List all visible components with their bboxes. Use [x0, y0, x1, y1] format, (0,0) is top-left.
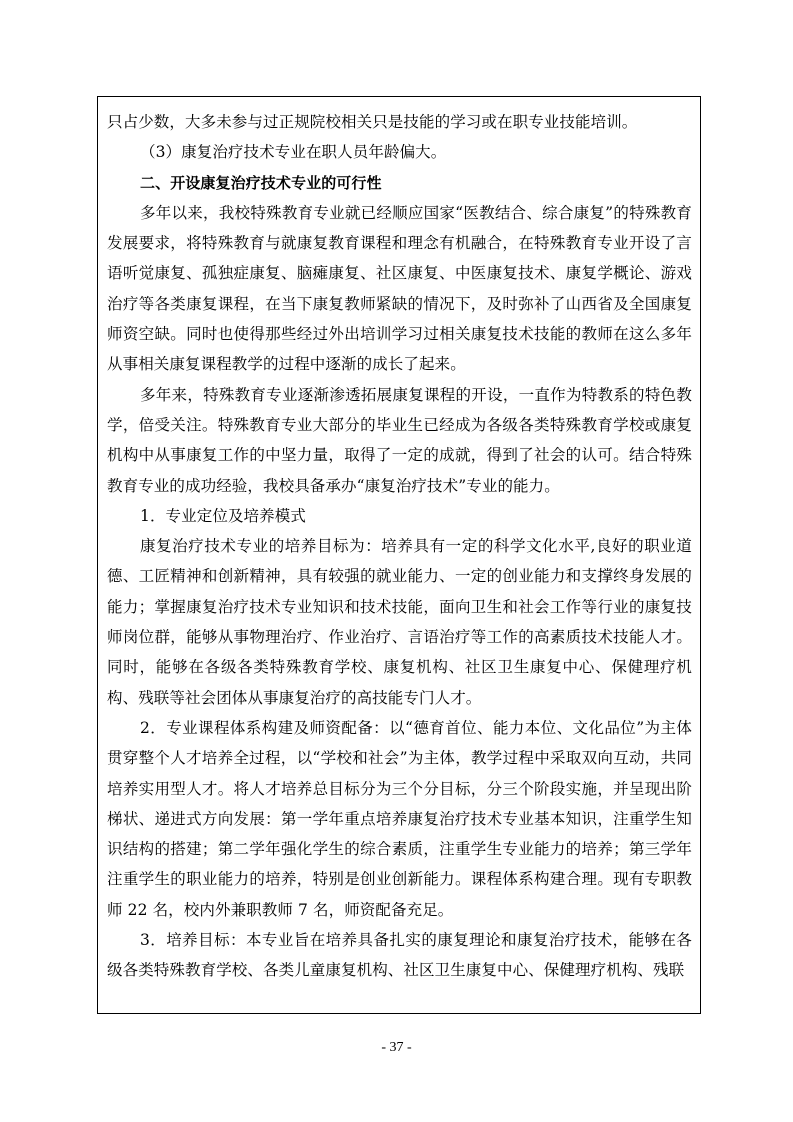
- paragraph-experience: 多年来，特殊教育专业逐渐渗透拓展康复课程的开设，一直作为特教系的特色教学，倍受关注。特殊教育专业大部分的毕业生已经成为各级各类特殊教育学校或康复机构中从事康复工作的中坚力量，取得了一定的成就，得到了社会的认可。结合特殊教育专业的成功经验，我校具备承办“康复治疗技术”专业的能力。: [107, 385, 692, 495]
- paragraph-continuation: 只占少数，大多未参与过正规院校相关只是技能的学习或在职专业技能培训。: [107, 113, 638, 131]
- paragraph-training-goal: 康复治疗技术专业的培养目标为：培养具有一定的科学文化水平,良好的职业道德、工匠精神和创新精神，具有较强的就业能力、一定的创业能力和支撑终身发展的能力；掌握康复治疗技术专业知识和技术技能，面向卫生和社会工作等行业的康复技师岗位群，能够从事物理治疗、作业治疗、言语治疗等工作的高素质技术技能人才。同时，能够在各级各类特殊教育学校、康复机构、社区卫生康复中心、保健理疗机构、残联等社会团体从事康复治疗的高技能专门人才。: [107, 537, 692, 707]
- bordered-text-frame: [97, 96, 701, 1014]
- page-number: - 37 -: [381, 1040, 412, 1055]
- section-heading: 二、开设康复治疗技术专业的可行性: [140, 173, 382, 192]
- document-body: [107, 107, 692, 986]
- paragraph-background: 多年以来，我校特殊教育专业就已经顺应国家“医教结合、综合康复”的特殊教育发展要求，将特殊教育与就康复教育课程和理念有机融合，在特殊教育专业开设了言语听觉康复、孤独症康复、脑瘫康复、社区康复、中医康复技术、康复学概论、游戏治疗等各类康复课程，在当下康复教师紧缺的情况下，及时弥补了山西省及全国康复师资空缺。同时也使得那些经过外出培训学习过相关康复技术技能的教师在这么多年从事相关康复课程教学的过程中逐渐的成长了起来。: [107, 203, 692, 374]
- subheading-1: 1．专业定位及培养模式: [140, 506, 306, 525]
- paragraph-objective: 3．培养目标：本专业旨在培养具备扎实的康复理论和康复治疗技术，能够在各级各类特殊教育学校、各类儿童康复机构、社区卫生康复中心、保健理疗机构、残联: [107, 931, 692, 980]
- paragraph-curriculum: 2．专业课程体系构建及师资配备：以“德育首位、能力本位、文化品位”为主体贯穿整个人才培养全过程，以“学校和社会”为主体，教学过程中采取双向互动，共同培养实用型人才。将人才培养总目标分为三个分目标，分三个阶段实施，并呈现出阶梯状、递进式方向发展：第一学年重点培养康复治疗技术专业基本知识，注重学生知识结构的搭建；第二学年强化学生的综合素质，注重学生专业能力的培养；第三学年注重学生的职业能力的培养，特别是创业创新能力。课程体系构建合理。现有专职教师 22 名，校内外兼职教师 7 名，师资配备充足。: [107, 718, 692, 919]
- list-item-3: （3）康复治疗技术专业在职人员年龄偏大。: [140, 143, 447, 162]
